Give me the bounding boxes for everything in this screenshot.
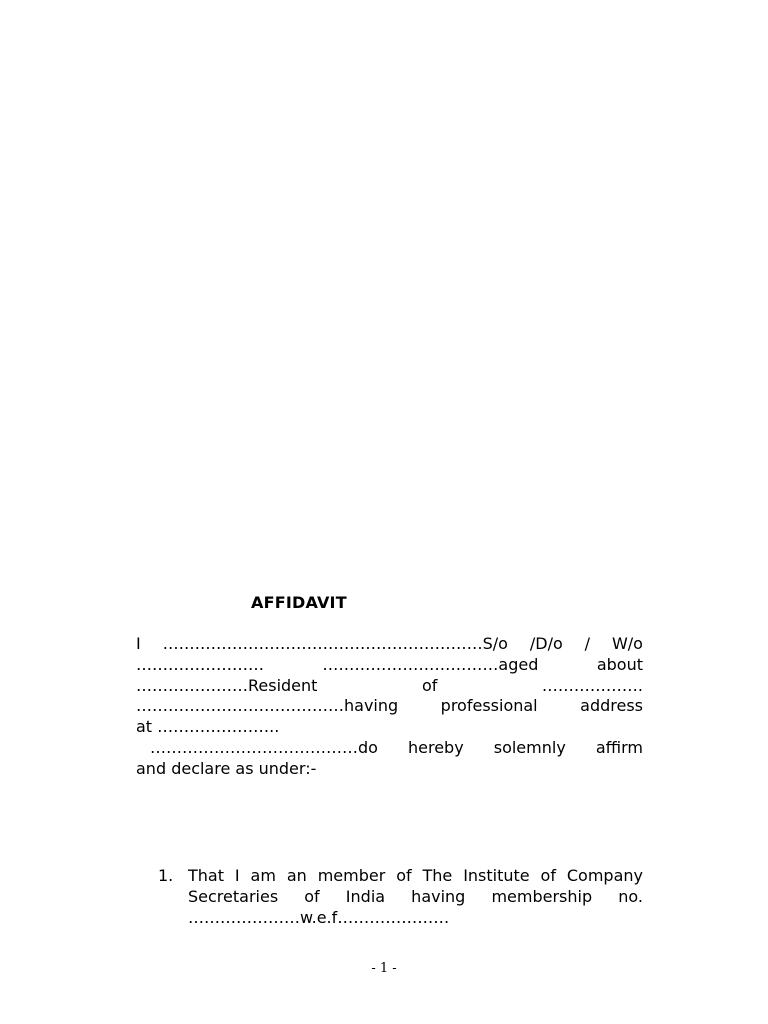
list-line [188, 866, 643, 887]
text-fragment: /D/o [529, 634, 563, 653]
text-fragment: of [396, 866, 412, 885]
text-fragment: …………………………………do [150, 737, 378, 757]
text-fragment: having [411, 886, 466, 906]
text-fragment: ……………………………aged [322, 654, 539, 674]
text-fragment: of [304, 886, 320, 906]
text-fragment: am [250, 866, 276, 885]
paragraph-line [136, 696, 643, 717]
text-fragment: W/o [611, 634, 643, 653]
text-fragment: at ………………….. [136, 717, 280, 737]
text-fragment: membership [491, 886, 593, 906]
text-fragment: address [580, 696, 643, 716]
text-fragment: Secretaries [188, 886, 279, 906]
paragraph-line [136, 717, 643, 738]
list-number: 1. [158, 866, 174, 885]
text-fragment: …………………………………having [136, 696, 399, 716]
page-number: - 1 - [371, 961, 397, 976]
paragraph-line [136, 676, 643, 697]
text-fragment: of [421, 675, 438, 695]
text-fragment: I [234, 866, 240, 885]
numbered-list [158, 866, 643, 928]
text-fragment: an [286, 866, 307, 885]
text-fragment: Institute [463, 866, 530, 885]
text-fragment: and declare as under:- [136, 758, 317, 778]
text-fragment: ……………………………………………………S/o [162, 634, 508, 653]
text-fragment: The [422, 866, 453, 885]
text-fragment: about [596, 654, 643, 674]
text-fragment: solemnly [493, 737, 566, 757]
list-line [188, 887, 643, 908]
text-fragment: professional [440, 696, 538, 716]
list-item [188, 866, 643, 928]
text-fragment: That [188, 866, 224, 885]
text-fragment: …………………… [136, 654, 264, 674]
list-line [188, 908, 643, 929]
text-fragment: member [317, 866, 386, 885]
paragraph-line [136, 634, 643, 655]
text-fragment: …………………Resident [136, 675, 318, 695]
text-fragment: ………………. [541, 675, 643, 695]
text-fragment: affirm [595, 737, 643, 757]
paragraph-line [136, 655, 643, 676]
document-title: AFFIDAVIT [251, 593, 347, 612]
text-fragment: no. [618, 886, 643, 906]
text-fragment: …………………w.e.f………………… [188, 907, 450, 927]
text-fragment: of [540, 866, 556, 885]
text-fragment: I [136, 634, 141, 653]
paragraph-line [136, 759, 643, 780]
text-fragment: Company [566, 866, 643, 885]
paragraph-line [136, 738, 643, 759]
text-fragment: / [584, 634, 591, 653]
affidavit-paragraph [136, 634, 643, 780]
text-fragment: hereby [408, 737, 464, 757]
text-fragment: India [345, 886, 386, 906]
